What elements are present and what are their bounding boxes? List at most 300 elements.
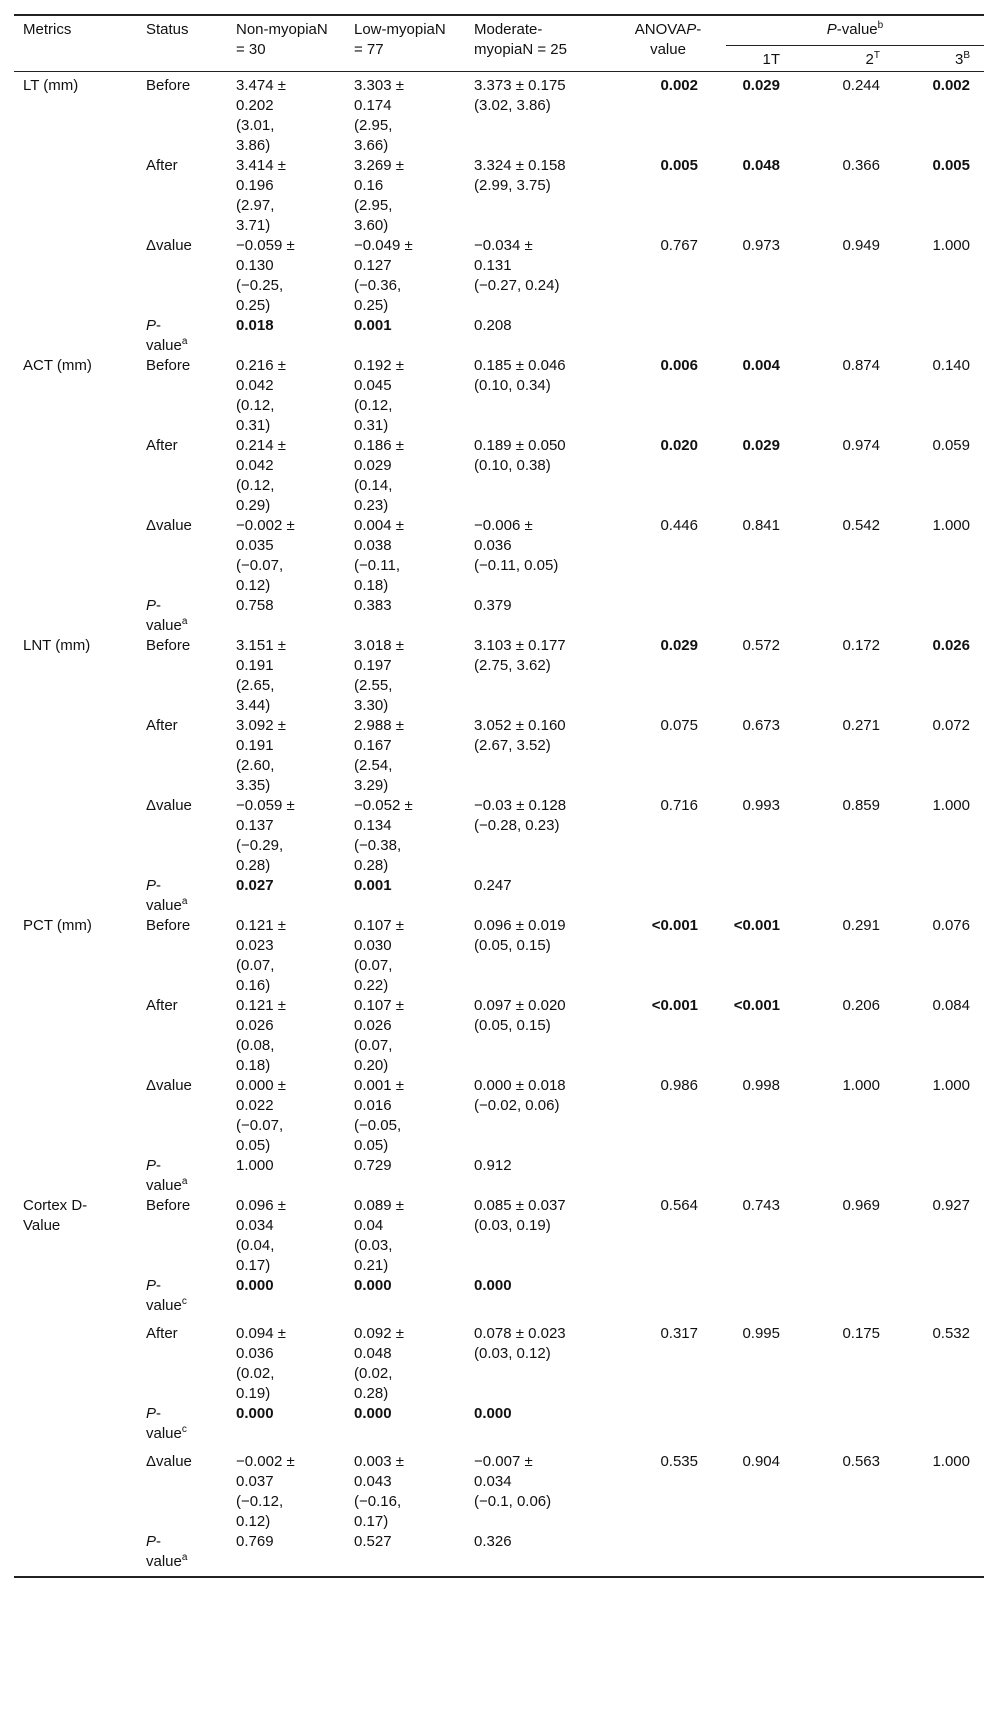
moderate-myopia-value-line: −0.03 ± 0.128 [474, 797, 567, 814]
low-myopia-value-line: 0.192 ± [354, 357, 404, 374]
non-myopia-value [236, 436, 286, 516]
moderate-myopia-value [474, 356, 566, 396]
low-myopia-value-line: 0.383 [354, 597, 392, 614]
status-footnote: c [181, 1296, 187, 1307]
pvalue-2: 0.859 [842, 797, 880, 814]
metric-label-line: Value [23, 1217, 61, 1234]
low-myopia-value [354, 1532, 392, 1552]
low-myopia-value-line: (0.07, [354, 1037, 393, 1054]
status-pvalue: P- value$^a$ [146, 1157, 188, 1194]
moderate-myopia-value-line: (2.67, 3.52) [474, 737, 551, 754]
status-label: Before [146, 917, 191, 934]
pvalue-3: 1.000 [932, 517, 970, 534]
pvalue-2: 0.175 [842, 1325, 880, 1342]
moderate-myopia-value-line: 0.034 [474, 1473, 512, 1490]
status-footnote: a [181, 896, 188, 907]
low-myopia-value-line: (2.54, [354, 757, 393, 774]
non-myopia-value-line: 0.130 [236, 257, 274, 274]
moderate-myopia-value-line: (3.02, 3.86) [474, 97, 551, 114]
non-myopia-value [236, 516, 295, 596]
anova-pvalue: 0.986 [660, 1077, 698, 1094]
pvalue-2: 0.542 [842, 517, 880, 534]
status-pvalue: P- value$^a$ [146, 597, 188, 634]
low-myopia-value [354, 876, 392, 896]
low-myopia-value-line: −0.052 ± [354, 797, 413, 814]
low-myopia-value-line: (2.55, [354, 677, 393, 694]
non-myopia-value [236, 876, 274, 896]
low-myopia-value-line: 0.043 [354, 1473, 392, 1490]
moderate-myopia-value [474, 316, 512, 336]
moderate-myopia-value-line: (0.03, 0.12) [474, 1345, 551, 1362]
pvalue-2: 0.974 [842, 437, 880, 454]
non-myopia-value-line: (−0.07, [236, 557, 284, 574]
low-myopia-value [354, 1076, 404, 1156]
pvalue-1: 0.029 [742, 77, 780, 94]
low-myopia-value-line: 0.16 [354, 177, 384, 194]
non-myopia-value-line: (2.65, [236, 677, 275, 694]
status-label: After [146, 717, 178, 734]
moderate-myopia-value [474, 156, 566, 196]
non-myopia-value-line: 0.18) [236, 1057, 271, 1074]
low-myopia-value-line: 0.186 ± [354, 437, 404, 454]
moderate-myopia-value [474, 996, 566, 1036]
low-myopia-value-line: 0.107 ± [354, 917, 404, 934]
moderate-myopia-value [474, 76, 566, 116]
status-label: Δvalue [146, 237, 192, 254]
non-myopia-value-line: −0.002 ± [236, 517, 295, 534]
non-myopia-value-line: 0.758 [236, 597, 274, 614]
non-myopia-value-line: 0.216 ± [236, 357, 286, 374]
low-myopia-value-line: 0.000 [354, 1405, 392, 1422]
header-pvalue-1: 1T [762, 51, 780, 68]
low-myopia-value-line: 0.001 [354, 317, 392, 334]
non-myopia-value-line: 0.121 ± [236, 997, 286, 1014]
non-myopia-value-line: (2.97, [236, 197, 275, 214]
low-myopia-value-line: (0.03, [354, 1237, 393, 1254]
low-myopia-value-line: 3.018 ± [354, 637, 404, 654]
moderate-myopia-value-line: 3.103 ± 0.177 [474, 637, 566, 654]
moderate-myopia-value-line: 0.326 [474, 1533, 512, 1550]
low-myopia-value-line: 0.167 [354, 737, 392, 754]
non-myopia-value-line: 3.86) [236, 137, 271, 154]
non-myopia-value-line: 1.000 [236, 1157, 274, 1174]
top-rule [14, 14, 984, 16]
low-myopia-value [354, 596, 392, 616]
anova-pvalue: 0.029 [660, 637, 698, 654]
pvalue-2: 0.949 [842, 237, 880, 254]
non-myopia-value-line: 0.034 [236, 1217, 274, 1234]
pvalue-2: 0.366 [842, 157, 880, 174]
pvalue-1: 0.841 [742, 517, 780, 534]
moderate-myopia-value-line: (0.10, 0.34) [474, 377, 551, 394]
status-label: Before [146, 77, 191, 94]
metric-label [23, 916, 92, 936]
moderate-myopia-value-line: (−0.27, 0.24) [474, 277, 560, 294]
non-myopia-value-line: 0.214 ± [236, 437, 286, 454]
non-myopia-value [236, 1076, 286, 1156]
moderate-myopia-value-line: 0.912 [474, 1157, 512, 1174]
low-myopia-value [354, 1404, 392, 1424]
non-myopia-value-line: 0.096 ± [236, 1197, 286, 1214]
low-myopia-value-line: (−0.11, [354, 557, 401, 574]
anova-pvalue: 0.564 [660, 1197, 698, 1214]
pvalue-3: 0.140 [932, 357, 970, 374]
low-myopia-value-line: −0.049 ± [354, 237, 413, 254]
header-low-myopia: Low-myopiaN = 77 [354, 21, 446, 58]
low-myopia-value [354, 1324, 404, 1404]
moderate-myopia-value-line: 0.036 [474, 537, 512, 554]
pvalue-3: 0.076 [932, 917, 970, 934]
anova-pvalue: 0.006 [660, 357, 698, 374]
low-myopia-value-line: 0.038 [354, 537, 392, 554]
pvalue-2: 0.244 [842, 77, 880, 94]
non-myopia-value [236, 916, 286, 996]
low-myopia-value-line: 0.048 [354, 1345, 392, 1362]
non-myopia-value [236, 356, 286, 436]
low-myopia-value-line: 0.527 [354, 1533, 392, 1550]
low-myopia-value-line: 0.22) [354, 977, 389, 994]
low-myopia-value-line: 0.026 [354, 1017, 392, 1034]
anova-pvalue: 0.002 [660, 77, 698, 94]
moderate-myopia-value-line: 0.085 ± 0.037 [474, 1197, 566, 1214]
non-myopia-value-line: 0.000 [236, 1405, 274, 1422]
anova-pvalue: 0.020 [660, 437, 698, 454]
metric-label-line: ACT (mm) [23, 357, 92, 374]
low-myopia-value [354, 436, 404, 516]
low-myopia-value-line: 3.29) [354, 777, 389, 794]
moderate-myopia-value-line: −0.007 ± [474, 1453, 533, 1470]
pvalue-2: 0.172 [842, 637, 880, 654]
low-myopia-value-line: 0.030 [354, 937, 392, 954]
low-myopia-value-line: 0.17) [354, 1513, 389, 1530]
moderate-myopia-value-line: −0.034 ± [474, 237, 533, 254]
non-myopia-value-line: 0.042 [236, 377, 274, 394]
pvalue-3: 0.026 [932, 637, 970, 654]
non-myopia-value-line: 0.042 [236, 457, 274, 474]
non-myopia-value-line: 3.44) [236, 697, 271, 714]
moderate-myopia-value [474, 1156, 512, 1176]
non-myopia-value [236, 1196, 286, 1276]
pvalue-1: 0.004 [742, 357, 780, 374]
pvalue-2: 0.271 [842, 717, 880, 734]
low-myopia-value [354, 1196, 404, 1276]
moderate-myopia-value [474, 916, 566, 956]
status-footnote: c [181, 1424, 187, 1435]
moderate-myopia-value-line: 0.189 ± 0.050 [474, 437, 566, 454]
non-myopia-value-line: 0.036 [236, 1345, 274, 1362]
non-myopia-value-line: −0.059 ± [236, 237, 295, 254]
moderate-myopia-value-line: (2.99, 3.75) [474, 177, 551, 194]
low-myopia-value [354, 516, 404, 596]
non-myopia-value-line: 0.29) [236, 497, 271, 514]
pvalue-1: 0.998 [742, 1077, 780, 1094]
low-myopia-value [354, 1156, 392, 1176]
non-myopia-value [236, 1324, 286, 1404]
pvalue-1: 0.973 [742, 237, 780, 254]
non-myopia-value-line: 0.28) [236, 857, 271, 874]
low-myopia-value-line: 2.988 ± [354, 717, 404, 734]
non-myopia-value-line: −0.002 ± [236, 1453, 295, 1470]
non-myopia-value-line: 3.474 ± [236, 77, 286, 94]
non-myopia-value-line: (−0.25, [236, 277, 284, 294]
low-myopia-value-line: 0.20) [354, 1057, 389, 1074]
low-myopia-value-line: 0.004 ± [354, 517, 404, 534]
moderate-myopia-value [474, 1532, 512, 1552]
low-myopia-value-line: 0.18) [354, 577, 389, 594]
moderate-myopia-value-line: 0.208 [474, 317, 512, 334]
moderate-myopia-value [474, 236, 559, 296]
non-myopia-value-line: 0.191 [236, 737, 274, 754]
low-myopia-value-line: 3.30) [354, 697, 389, 714]
non-myopia-value-line: 0.12) [236, 577, 271, 594]
moderate-myopia-value-line: 0.185 ± 0.046 [474, 357, 566, 374]
non-myopia-value [236, 1404, 274, 1424]
status-footnote: a [181, 336, 188, 347]
status-label: Before [146, 1197, 191, 1214]
pvalue-2: 0.969 [842, 1197, 880, 1214]
low-myopia-value-line: 3.60) [354, 217, 389, 234]
non-myopia-value-line: 3.414 ± [236, 157, 286, 174]
status-pvalue: P- value$^a$ [146, 877, 188, 914]
non-myopia-value [236, 236, 295, 316]
low-myopia-value [354, 236, 413, 316]
non-myopia-value-line: 0.202 [236, 97, 274, 114]
pvalue-1: 0.904 [742, 1453, 780, 1470]
non-myopia-value [236, 76, 286, 156]
moderate-myopia-value [474, 596, 512, 616]
non-myopia-value [236, 1452, 295, 1532]
non-myopia-value-line: 0.094 ± [236, 1325, 286, 1342]
low-myopia-value [354, 76, 404, 156]
status-label: Δvalue [146, 517, 192, 534]
low-myopia-value-line: (2.95, [354, 197, 393, 214]
moderate-myopia-value-line: (−0.1, 0.06) [474, 1493, 552, 1510]
header-moderate-myopia: Moderate- myopiaN = 25 [474, 21, 567, 58]
header-pvalue-2: $2^T$ [865, 50, 880, 68]
low-myopia-value-line: 0.127 [354, 257, 392, 274]
moderate-myopia-value [474, 876, 512, 896]
non-myopia-value-line: (0.07, [236, 957, 275, 974]
non-myopia-value-line: (−0.29, [236, 837, 284, 854]
pvalue-group-rule [726, 45, 984, 46]
pvalue-3: 0.005 [932, 157, 970, 174]
non-myopia-value-line: 0.191 [236, 657, 274, 674]
non-myopia-value-line: 0.769 [236, 1533, 274, 1550]
moderate-myopia-value [474, 436, 566, 476]
metric-label [23, 356, 92, 376]
low-myopia-value-line: (0.07, [354, 957, 393, 974]
anova-pvalue: 0.317 [660, 1325, 698, 1342]
non-myopia-value-line: 0.25) [236, 297, 271, 314]
pvalue-1: 0.673 [742, 717, 780, 734]
low-myopia-value-line: (−0.36, [354, 277, 402, 294]
pvalue-2: 0.291 [842, 917, 880, 934]
low-myopia-value-line: 0.089 ± [354, 1197, 404, 1214]
status-pvalue: P- value$^c$ [146, 1277, 187, 1314]
non-myopia-value-line: 0.196 [236, 177, 274, 194]
moderate-myopia-value-line: 0.078 ± 0.023 [474, 1325, 566, 1342]
moderate-myopia-value [474, 1452, 551, 1512]
non-myopia-value-line: 0.026 [236, 1017, 274, 1034]
moderate-myopia-value-line: (−0.28, 0.23) [474, 817, 560, 834]
low-myopia-value [354, 356, 404, 436]
non-myopia-value [236, 596, 274, 616]
pvalue-2: 0.563 [842, 1453, 880, 1470]
low-myopia-value [354, 796, 413, 876]
moderate-myopia-value-line: (0.03, 0.19) [474, 1217, 551, 1234]
anova-pvalue: 0.446 [660, 517, 698, 534]
non-myopia-value-line: 0.023 [236, 937, 274, 954]
low-myopia-value-line: 0.000 [354, 1277, 392, 1294]
low-myopia-value [354, 1452, 404, 1532]
status-label: Δvalue [146, 1453, 192, 1470]
anova-pvalue: 0.005 [660, 157, 698, 174]
low-myopia-value-line: 3.269 ± [354, 157, 404, 174]
moderate-myopia-value-line: 0.097 ± 0.020 [474, 997, 566, 1014]
non-myopia-value-line: 0.19) [236, 1385, 271, 1402]
bottom-rule [14, 1576, 984, 1578]
status-label: After [146, 1325, 178, 1342]
pvalue-3: 0.072 [932, 717, 970, 734]
low-myopia-value-line: 0.04 [354, 1217, 384, 1234]
non-myopia-value-line: 0.018 [236, 317, 274, 334]
low-myopia-value-line: 0.28) [354, 1385, 389, 1402]
anova-pvalue: 0.716 [660, 797, 698, 814]
non-myopia-value-line: 3.35) [236, 777, 271, 794]
pvalue-3: 0.532 [932, 1325, 970, 1342]
moderate-myopia-value [474, 1196, 566, 1236]
metric-label [23, 1196, 87, 1236]
low-myopia-value-line: (−0.16, [354, 1493, 402, 1510]
pvalue-2: 0.874 [842, 357, 880, 374]
non-myopia-value [236, 1276, 274, 1296]
moderate-myopia-value-line: 3.324 ± 0.158 [474, 157, 566, 174]
pvalue-2: 0.206 [842, 997, 880, 1014]
low-myopia-value [354, 156, 404, 236]
metric-label-line: LT (mm) [23, 77, 79, 94]
anova-pvalue: 0.767 [660, 237, 698, 254]
non-myopia-value-line: (0.12, [236, 397, 275, 414]
status-pvalue: P- value$^a$ [146, 317, 188, 354]
moderate-myopia-value [474, 1404, 512, 1424]
low-myopia-value-line: 0.23) [354, 497, 389, 514]
non-myopia-value-line: 0.16) [236, 977, 271, 994]
pvalue-3: 0.059 [932, 437, 970, 454]
pvalue-1: 0.743 [742, 1197, 780, 1214]
low-myopia-value-line: 0.197 [354, 657, 392, 674]
header-pvalue-group: P-value$^b$ [826, 20, 884, 38]
moderate-myopia-value-line: 0.000 [474, 1405, 512, 1422]
pvalue-1: <0.001 [733, 997, 780, 1014]
low-myopia-value-line: (0.12, [354, 397, 393, 414]
moderate-myopia-value-line: 0.379 [474, 597, 512, 614]
moderate-myopia-value-line: 0.096 ± 0.019 [474, 917, 566, 934]
low-myopia-value-line: 0.045 [354, 377, 392, 394]
low-myopia-value-line: (0.14, [354, 477, 393, 494]
moderate-myopia-value-line: 0.000 ± 0.018 [474, 1077, 566, 1094]
moderate-myopia-value-line: (0.05, 0.15) [474, 1017, 551, 1034]
header-rule [14, 71, 984, 72]
low-myopia-value [354, 316, 392, 336]
pvalue-3: 1.000 [932, 797, 970, 814]
moderate-myopia-value-line: (−0.02, 0.06) [474, 1097, 560, 1114]
low-myopia-value-line: (−0.38, [354, 837, 402, 854]
metric-label-line: LNT (mm) [23, 637, 91, 654]
moderate-myopia-value-line: (−0.11, 0.05) [474, 557, 559, 574]
non-myopia-value-line: (2.60, [236, 757, 275, 774]
non-myopia-value-line: 0.31) [236, 417, 271, 434]
non-myopia-value [236, 156, 286, 236]
non-myopia-value-line: (0.12, [236, 477, 275, 494]
non-myopia-value-line: 0.12) [236, 1513, 271, 1530]
header-anova: ANOVAP- value [634, 21, 702, 58]
low-myopia-value-line: 3.66) [354, 137, 389, 154]
low-myopia-value-line: 0.28) [354, 857, 389, 874]
non-myopia-value-line: 0.035 [236, 537, 274, 554]
non-myopia-value-line: −0.059 ± [236, 797, 295, 814]
low-myopia-value-line: (0.02, [354, 1365, 393, 1382]
low-myopia-value-line: 0.107 ± [354, 997, 404, 1014]
non-myopia-value-line: 0.137 [236, 817, 274, 834]
low-myopia-value [354, 636, 404, 716]
low-myopia-value-line: 0.729 [354, 1157, 392, 1174]
low-myopia-value-line: (2.95, [354, 117, 393, 134]
moderate-myopia-value-line: 3.373 ± 0.175 [474, 77, 566, 94]
status-label: Before [146, 637, 191, 654]
moderate-myopia-value-line: 0.000 [474, 1277, 512, 1294]
low-myopia-value-line: 0.029 [354, 457, 392, 474]
non-myopia-value-line: 0.17) [236, 1257, 271, 1274]
anova-pvalue: 0.075 [660, 717, 698, 734]
non-myopia-value [236, 996, 286, 1076]
non-myopia-value [236, 1532, 274, 1552]
low-myopia-value [354, 716, 404, 796]
non-myopia-value-line: (3.01, [236, 117, 275, 134]
moderate-myopia-value [474, 1324, 566, 1364]
low-myopia-value [354, 1276, 392, 1296]
non-myopia-value-line: (0.08, [236, 1037, 275, 1054]
moderate-myopia-value-line: 0.131 [474, 257, 512, 274]
low-myopia-value-line: 0.134 [354, 817, 392, 834]
non-myopia-value-line: 0.000 [236, 1277, 274, 1294]
header-metrics: Metrics [23, 21, 72, 38]
pvalue-1: <0.001 [733, 917, 780, 934]
moderate-myopia-value [474, 796, 566, 836]
status-pvalue: P- value$^c$ [146, 1405, 187, 1442]
anova-pvalue: <0.001 [651, 917, 698, 934]
status-label: Δvalue [146, 1077, 192, 1094]
non-myopia-value-line: 3.71) [236, 217, 271, 234]
low-myopia-value-line: 0.21) [354, 1257, 389, 1274]
header-non-myopia: Non-myopiaN = 30 [236, 21, 328, 58]
metric-label [23, 636, 90, 656]
status-label: After [146, 437, 178, 454]
status-label: Before [146, 357, 191, 374]
low-myopia-value-line: 0.05) [354, 1137, 389, 1154]
pvalue-1: 0.572 [742, 637, 780, 654]
moderate-myopia-value [474, 716, 566, 756]
non-myopia-value-line: (−0.12, [236, 1493, 284, 1510]
metric-label-line: Cortex D- [23, 1197, 88, 1214]
status-footnote: a [181, 1552, 188, 1563]
non-myopia-value-line: (0.02, [236, 1365, 275, 1382]
status-label: Δvalue [146, 797, 192, 814]
metric-label-line: PCT (mm) [23, 917, 92, 934]
status-label: After [146, 157, 178, 174]
pvalue-3: 1.000 [932, 1077, 970, 1094]
moderate-myopia-value [474, 516, 558, 576]
non-myopia-value-line: 3.092 ± [236, 717, 286, 734]
